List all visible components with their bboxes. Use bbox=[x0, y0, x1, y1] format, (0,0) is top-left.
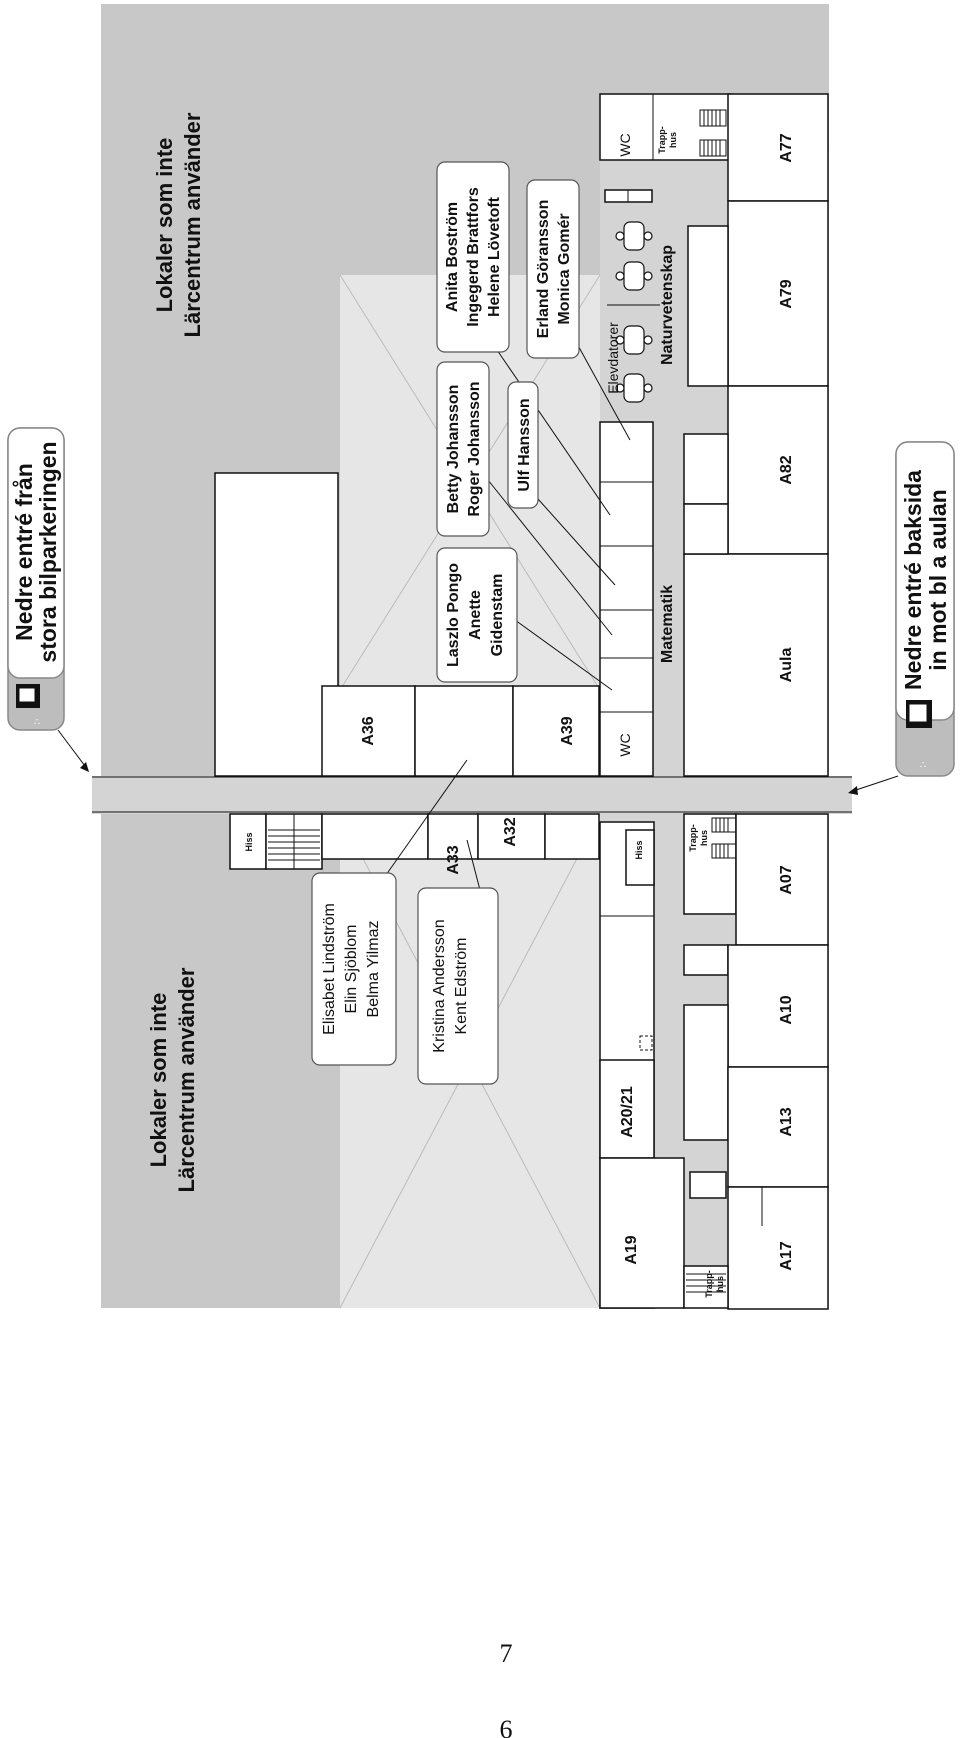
staff-name: Ingegerd Brattfors bbox=[465, 187, 482, 327]
room-aula-label: Aula bbox=[778, 647, 795, 683]
room-aula[interactable] bbox=[684, 554, 828, 776]
cross-corridor bbox=[92, 776, 852, 814]
math-wing bbox=[600, 422, 653, 776]
room-lower-corridor-block bbox=[322, 814, 428, 859]
staff-name: Helene Lövetoft bbox=[486, 196, 503, 318]
room-a19[interactable] bbox=[600, 1158, 684, 1308]
staff-name: Betty Johansson bbox=[445, 384, 462, 514]
unused-area-label-lower-2: Lärcentrum använder bbox=[174, 967, 199, 1193]
entrance-parking-arrow bbox=[58, 730, 88, 770]
staff-bubble-pongo bbox=[437, 548, 517, 682]
unused-area-label-lower-1: Lokaler som inte bbox=[146, 992, 171, 1168]
entrance-parking-line-1: Nedre entré från bbox=[11, 463, 37, 641]
room-a13-label: A13 bbox=[778, 1107, 795, 1137]
room-a10-label: A10 bbox=[778, 995, 795, 1025]
room-a36-label: A36 bbox=[360, 716, 377, 746]
staff-name: Ulf Hansson bbox=[516, 398, 533, 492]
room-a39-label: A39 bbox=[559, 716, 576, 746]
room-a33-label: A33 bbox=[445, 845, 462, 875]
room-a19-label: A19 bbox=[623, 1235, 640, 1265]
room-a20-21-label: A20/21 bbox=[619, 1086, 636, 1138]
staff-bubble-elevdatorer bbox=[527, 180, 579, 358]
entrance-sign-parking[interactable] bbox=[8, 428, 64, 730]
staff-name: Erland Göransson bbox=[535, 199, 552, 339]
unused-area-label-upper-1: Lokaler som inte bbox=[152, 137, 177, 313]
trapphus-label-bottom-1: Trapp- bbox=[704, 1270, 714, 1298]
staff-name: Elin Sjöblom bbox=[343, 924, 360, 1014]
staff-name: Anette bbox=[467, 590, 484, 640]
room-storage-a82a bbox=[684, 434, 728, 504]
room-small-lower bbox=[545, 814, 599, 859]
staff-bubble-hansson bbox=[508, 382, 538, 508]
page-number-lower: 6 bbox=[499, 1715, 513, 1738]
staff-name: Kristina Andersson bbox=[431, 919, 448, 1053]
room-a17-label: A17 bbox=[778, 1241, 795, 1271]
trapphus-label-top-2: hus bbox=[668, 131, 678, 149]
staff-name: Laszlo Pongo bbox=[445, 563, 462, 667]
staff-name: Gidenstam bbox=[489, 573, 506, 657]
room-small-a17 bbox=[690, 1172, 726, 1198]
zone-naturvetenskap: Naturvetenskap bbox=[659, 244, 676, 366]
hiss-label-upper: Hiss bbox=[244, 832, 254, 852]
room-a79-label: A79 bbox=[778, 279, 795, 309]
trapphus-label-top-1: Trapp- bbox=[657, 126, 667, 154]
room-upper-center[interactable] bbox=[415, 686, 513, 776]
zone-matematik: Matematik bbox=[659, 584, 676, 664]
room-a32-label: A32 bbox=[502, 817, 519, 847]
room-storage-a82b bbox=[684, 504, 728, 554]
staff-bubble-naturvetenskap bbox=[437, 162, 509, 352]
zone-elevdatorer: Elevdatorer bbox=[605, 322, 621, 394]
unused-area-label-upper-2: Lärcentrum använder bbox=[180, 112, 205, 338]
staff-bubble-lindstrom bbox=[312, 873, 396, 1065]
staff-name: Belma Yilmaz bbox=[365, 920, 382, 1018]
room-storage-a79 bbox=[688, 226, 728, 386]
wc-label-top: WC bbox=[617, 133, 633, 157]
staff-bubble-johansson bbox=[437, 362, 489, 536]
staff-name: Anita Boström bbox=[444, 201, 461, 313]
room-a82-label: A82 bbox=[778, 455, 795, 485]
trapphus-label-bottom-2: hus bbox=[715, 1275, 725, 1293]
staff-bubble-andersson bbox=[418, 888, 498, 1084]
hiss-label-lower: Hiss bbox=[634, 840, 644, 860]
svg-text:∴: ∴ bbox=[34, 717, 41, 728]
table-icon bbox=[605, 190, 652, 202]
staff-name: Elisabet Lindström bbox=[321, 903, 338, 1035]
staff-name: Roger Johansson bbox=[466, 381, 483, 517]
entrance-back-line-2: in mot bl a aulan bbox=[925, 489, 951, 671]
entrance-parking-line-2: stora bilparkeringen bbox=[35, 441, 61, 663]
trapphus-label-mid-1: Trapp- bbox=[688, 824, 698, 852]
svg-text:∴: ∴ bbox=[920, 760, 927, 771]
room-storage-a10 bbox=[684, 945, 728, 975]
building-block-upper bbox=[215, 473, 338, 776]
staff-name: Kent Edström bbox=[453, 937, 470, 1035]
entrance-sign-back[interactable] bbox=[896, 442, 954, 776]
staff-name: Monica Gomér bbox=[556, 213, 573, 325]
room-a39[interactable] bbox=[513, 686, 599, 776]
wc-label-upper: WC bbox=[617, 733, 633, 757]
room-a77-label: A77 bbox=[778, 133, 795, 163]
page-number-upper: 7 bbox=[499, 1639, 513, 1668]
room-a07-label: A07 bbox=[778, 865, 795, 895]
trapphus-label-mid-2: hus bbox=[699, 829, 709, 847]
entrance-back-line-1: Nedre entré baksida bbox=[900, 470, 926, 690]
room-storage-a13 bbox=[684, 1005, 728, 1140]
